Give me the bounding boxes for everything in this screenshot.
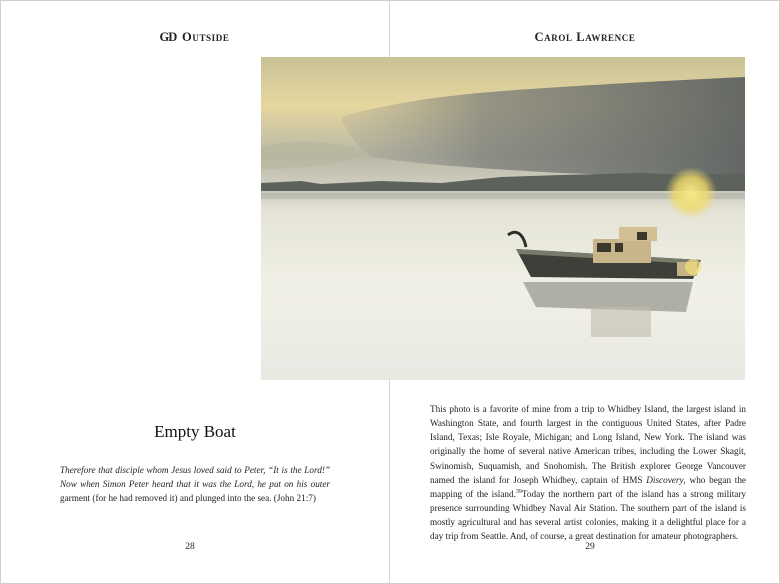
epigraph-italic-text: Therefore that disciple whom Jesus loved said to Peter, “It is the Lord!” Now when Simon Peter heard that it was the Lord, he put on his outer [60, 465, 330, 489]
scripture-epigraph [60, 463, 330, 505]
left-page-number: 28 [185, 542, 195, 552]
right-page-number: 29 [585, 542, 595, 552]
body-paragraph [430, 402, 746, 544]
left-running-head-text: Outside [182, 30, 230, 44]
right-running-head: Carol Lawrence [534, 30, 636, 44]
epigraph-roman-text: garment (for he had removed it) and plunged into the sea. (John 21:7) [60, 493, 316, 503]
left-running-head [0, 30, 389, 45]
boat-photo [261, 57, 745, 380]
publisher-logo: GD [159, 30, 177, 44]
page-title: Empty Boat [154, 422, 236, 441]
ship-name-italic: Discovery [646, 474, 684, 485]
body-text-part1: This photo is a favorite of mine from a trip to Whidbey Island, the largest island in Washington State, and fourth largest in the contiguous United States, after Padre Island, Texas; Isle Royale, Michigan; and Long Island, New York. The island was originally the home of several native American tribes, including the Lower Skagit, Swinomish, Suquamish, and Snohomish. The British explorer George Vancouver named the island for Joseph Whidbey, captain of HMS [430, 404, 746, 485]
body-text-part3: Today the northern part of the island has a strong military presence surrounding Whidbey Naval Air Station. The southern part of the island is mostly agricultural and has several artist colonies, making it a delightful place for a day trip from Seattle. And, of course, a great destination for amateur photographers. [430, 488, 746, 542]
body-text-part2: , who began the mapping of the island. [430, 474, 747, 499]
footnote-reference[interactable]: 39 [515, 488, 522, 495]
